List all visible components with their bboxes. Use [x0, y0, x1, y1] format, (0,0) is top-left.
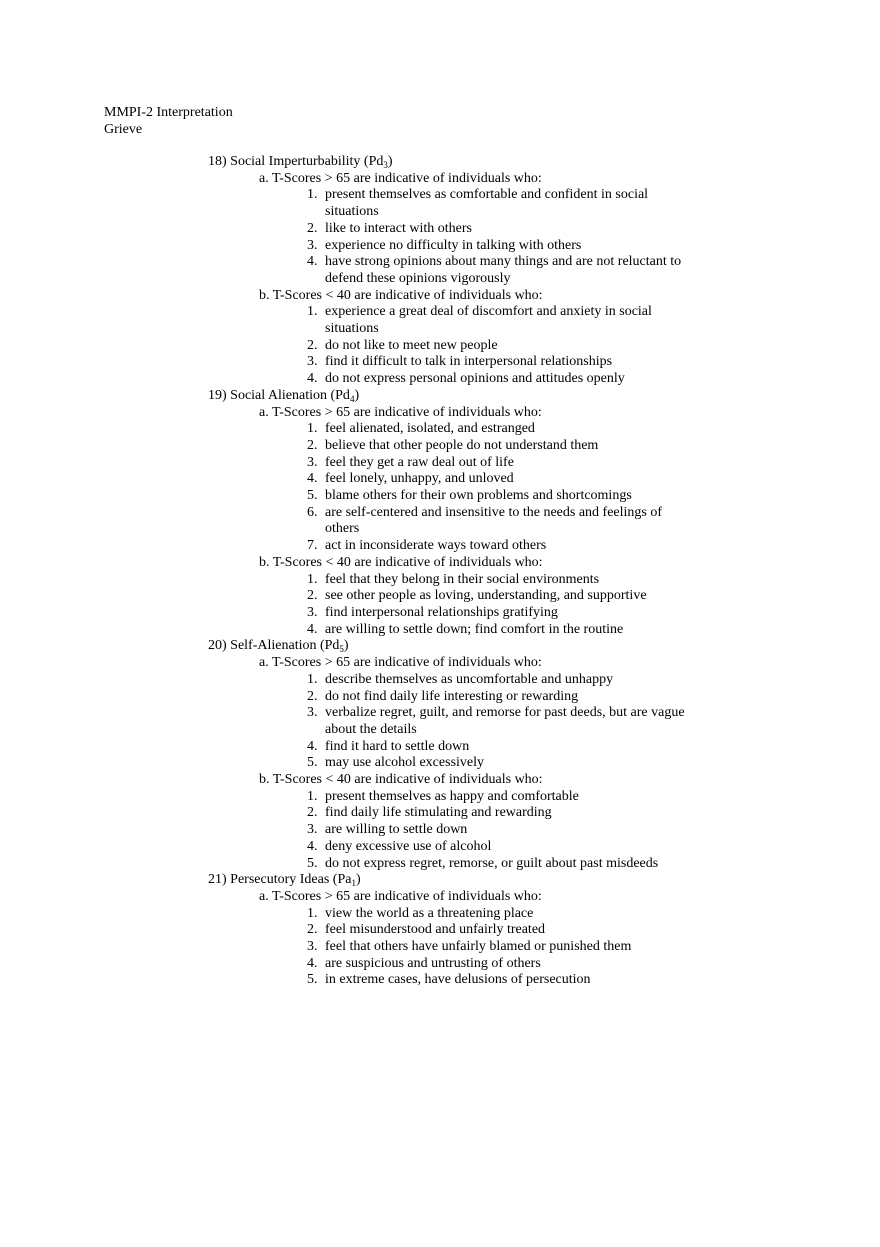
- list-item-number: 1.: [307, 671, 318, 687]
- list-item-text: experience no difficulty in talking with others: [325, 237, 582, 253]
- list-item-text: find it difficult to talk in interpersonal relationships: [325, 354, 613, 370]
- list-item: [208, 254, 728, 287]
- section-title-text: 18) Social Imperturbability (Pd: [208, 154, 384, 169]
- list-item: [208, 572, 728, 589]
- list-item: [208, 822, 728, 839]
- list-item-number: 2.: [307, 337, 318, 353]
- list-item-number: 2.: [307, 437, 318, 453]
- list-item: [208, 956, 728, 973]
- section-title: [208, 638, 728, 655]
- list-item-number: 5.: [307, 855, 318, 871]
- list-item-text: present themselves as happy and comfortable: [325, 788, 579, 804]
- list-item-number: 3.: [307, 939, 318, 955]
- list-item-text: do not find daily life interesting or rewarding: [325, 688, 579, 704]
- list-item: [208, 922, 728, 939]
- list-item-text: act in inconsiderate ways toward others: [325, 538, 547, 554]
- section-title-suffix: ): [343, 638, 349, 654]
- section-title-suffix: ): [355, 872, 361, 888]
- subsection-title: a. T-Scores > 65 are indicative of individuals who:: [259, 655, 542, 671]
- section-title-subscript: 1: [351, 878, 356, 889]
- section-title-text: 19) Social Alienation (Pd: [208, 387, 350, 403]
- list-item-text: present themselves as comfortable and confident in social situations: [325, 187, 649, 220]
- list-item-text: in extreme cases, have delusions of persecution: [325, 972, 591, 988]
- section-title-subscript: 3: [383, 160, 388, 170]
- list-item: [208, 939, 728, 956]
- list-item: [208, 672, 728, 689]
- list-item-number: 5.: [307, 488, 318, 504]
- subsection-title: b. T-Scores < 40 are indicative of individuals who:: [259, 554, 543, 570]
- list-item-number: 1.: [307, 304, 318, 320]
- list-item: [208, 488, 728, 505]
- list-item-number: 4.: [307, 471, 318, 487]
- list-item-text: are self-centered and insensitive to the needs and feelings of others: [325, 504, 663, 537]
- list-item-number: 4.: [307, 838, 318, 854]
- list-item: [208, 605, 728, 622]
- list-item-text: do not like to meet new people: [325, 337, 498, 353]
- list-item-number: 2.: [307, 688, 318, 704]
- document-title: MMPI-2 Interpretation: [104, 105, 233, 120]
- list-item-number: 3.: [307, 237, 318, 253]
- section-title: [208, 154, 728, 171]
- list-item-text: feel misunderstood and unfairly treated: [325, 922, 546, 938]
- list-item-number: 5.: [307, 755, 318, 771]
- document-author: Grieve: [104, 122, 143, 137]
- list-item: [208, 338, 728, 355]
- list-item-number: 3.: [307, 604, 318, 620]
- list-item-text: experience a great deal of discomfort and anxiety in social situations: [325, 304, 652, 337]
- section-title: [208, 388, 728, 405]
- subsection-title: b. T-Scores < 40 are indicative of individuals who:: [259, 287, 543, 303]
- scale-section: [208, 388, 728, 639]
- list-item-text: have strong opinions about many things and are not reluctant to defend these opinions vigorously: [325, 254, 682, 286]
- list-item: [208, 705, 728, 738]
- list-item-number: 1.: [307, 421, 318, 437]
- list-item-number: 2.: [307, 220, 318, 236]
- list-item: [208, 538, 728, 555]
- section-title-suffix: ): [354, 387, 360, 403]
- scale-section: [208, 872, 728, 989]
- list-item-text: blame others for their own problems and shortcomings: [325, 488, 632, 504]
- list-item-number: 7.: [307, 538, 318, 554]
- list-item-number: 1.: [307, 571, 318, 587]
- list-item-number: 3.: [307, 354, 318, 370]
- section-title: [208, 872, 728, 889]
- list-item-text: feel lonely, unhappy, and unloved: [325, 471, 514, 487]
- subsection-title: a. T-Scores > 65 are indicative of individuals who:: [259, 404, 542, 420]
- list-item-number: 4.: [307, 621, 318, 637]
- list-item: [208, 471, 728, 488]
- list-item-text: find daily life stimulating and rewarding: [325, 805, 552, 821]
- list-item-number: 2.: [307, 922, 318, 938]
- list-item: [208, 689, 728, 706]
- scale-section: [208, 154, 728, 388]
- list-item-text: are willing to settle down; find comfort in the routine: [325, 621, 624, 637]
- list-item-text: are suspicious and untrusting of others: [325, 955, 541, 971]
- list-item: [208, 505, 728, 538]
- list-item-number: 4.: [307, 738, 318, 754]
- section-title-suffix: ): [387, 154, 393, 169]
- list-item: [208, 455, 728, 472]
- document-header: [104, 104, 233, 138]
- list-item-text: describe themselves as uncomfortable and unhappy: [325, 671, 614, 687]
- section-title-text: 20) Self-Alienation (Pd: [208, 638, 340, 654]
- list-item: [208, 221, 728, 238]
- list-item: [208, 856, 728, 873]
- list-item: [208, 622, 728, 639]
- list-item-text: do not express regret, remorse, or guilt about past misdeeds: [325, 855, 659, 871]
- list-item: [208, 371, 728, 388]
- list-item-text: view the world as a threatening place: [325, 905, 534, 921]
- list-item: [208, 438, 728, 455]
- list-item: [208, 354, 728, 371]
- list-item-text: feel that others have unfairly blamed or punished them: [325, 939, 632, 955]
- list-item-text: find it hard to settle down: [325, 738, 470, 754]
- list-item-number: 6.: [307, 504, 318, 520]
- list-item-text: like to interact with others: [325, 220, 472, 236]
- list-item-number: 1.: [307, 187, 318, 203]
- subsection-title: b. T-Scores < 40 are indicative of individuals who:: [259, 772, 543, 788]
- subsection-title: a. T-Scores > 65 are indicative of individuals who:: [259, 170, 542, 186]
- scale-section: [208, 638, 728, 872]
- list-item: [208, 839, 728, 856]
- list-item-text: do not express personal opinions and attitudes openly: [325, 371, 625, 387]
- list-item: [208, 739, 728, 756]
- list-item: [208, 421, 728, 438]
- list-item-number: 1.: [307, 905, 318, 921]
- list-item-text: find interpersonal relationships gratifying: [325, 604, 558, 620]
- list-item-number: 4.: [307, 254, 318, 270]
- list-item-number: 5.: [307, 972, 318, 988]
- list-item-number: 3.: [307, 705, 318, 721]
- list-item-text: are willing to settle down: [325, 822, 468, 838]
- list-item: [208, 588, 728, 605]
- list-item-text: may use alcohol excessively: [325, 755, 485, 771]
- list-item: [208, 789, 728, 806]
- list-item-number: 3.: [307, 822, 318, 838]
- section-title-subscript: 4: [349, 393, 355, 404]
- list-item-number: 1.: [307, 788, 318, 804]
- list-item-text: see other people as loving, understanding, and supportive: [325, 588, 647, 604]
- subsection-title: a. T-Scores > 65 are indicative of individuals who:: [259, 888, 542, 904]
- section-title-text: 21) Persecutory Ideas (Pa: [208, 872, 352, 888]
- list-item-number: 3.: [307, 454, 318, 470]
- list-item: [208, 187, 728, 220]
- list-item-number: 2.: [307, 588, 318, 604]
- list-item-text: feel they get a raw deal out of life: [325, 454, 514, 470]
- list-item: [208, 304, 728, 337]
- list-item-text: feel alienated, isolated, and estranged: [325, 421, 535, 437]
- list-item-text: deny excessive use of alcohol: [325, 838, 492, 854]
- scale-outline: [208, 154, 728, 989]
- list-item-text: verbalize regret, guilt, and remorse for past deeds, but are vague about the details: [325, 705, 685, 737]
- list-item-number: 4.: [307, 371, 318, 387]
- list-item-number: 2.: [307, 805, 318, 821]
- section-title-subscript: 5: [339, 644, 344, 655]
- list-item: [208, 238, 728, 255]
- list-item: [208, 906, 728, 923]
- list-item-text: feel that they belong in their social environments: [325, 571, 600, 587]
- list-item: [208, 755, 728, 772]
- list-item-number: 4.: [307, 955, 318, 971]
- list-item: [208, 972, 728, 989]
- list-item: [208, 805, 728, 822]
- list-item-text: believe that other people do not understand them: [325, 437, 599, 453]
